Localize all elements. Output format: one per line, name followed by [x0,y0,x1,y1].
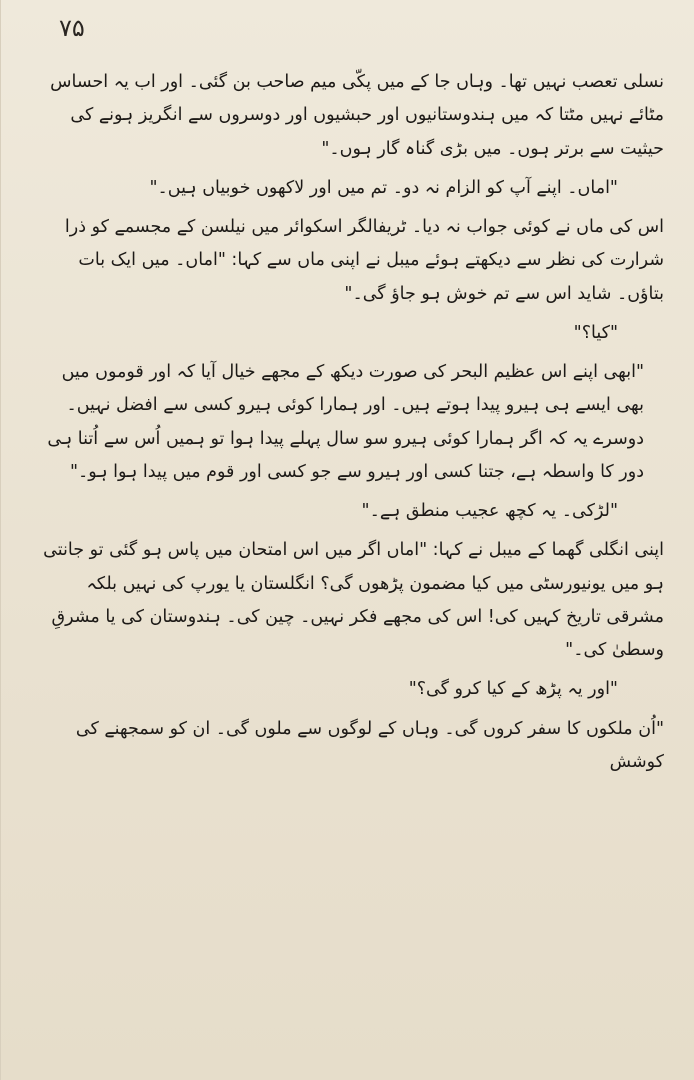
paragraph-4: "کیا؟" [573,322,618,343]
page-number: ۷۵ [59,14,85,42]
paragraph-7: اپنی انگلی گھما کے میبل نے کہا: "اماں اگر میں اس امتحان میں پاس ہو گئی تو جانتی ہو میں یونیورسٹی میں کیا مضمون پڑھوں گی؟ انگلستان یا یورپ کی نہیں بلکہ مشرقی تاریخ کہیں کی! اس کی مجھے فکر نہیں۔ چین کی۔ ہندوستان کی یا مشرقِ وسطیٰ کی۔" [43,540,664,660]
paragraph-9: "اُن ملکوں کا سفر کروں گی۔ وہاں کے لوگوں سے ملوں گی۔ ان کو سمجھنے کی کوشش [75,718,664,772]
paragraph-8: "اور یہ پڑھ کے کیا کرو گی؟" [408,679,618,700]
urdu-text-body [31,66,664,785]
paragraph-5: "ابھی اپنے اس عظیم البحر کی صورت دیکھ کے مجھے خیال آیا کہ اور قوموں میں بھی ایسے ہی ہیرو پیدا ہوتے ہیں۔ اور ہمارا کوئی ہیرو کسی سے افضل نہیں۔ دوسرے یہ کہ اگر ہمارا کوئی ہیرو سو سال پہلے پیدا ہوا تو ہمیں اُس سے اُتنا ہی دور کا واسطہ ہے، جتنا کسی اور ہیرو سے جو کسی اور قوم میں پیدا ہوا ہو۔" [47,362,644,482]
paragraph-3: اس کی ماں نے کوئی جواب نہ دیا۔ ٹریفالگر اسکوائر میں نیلسن کے مجسمے کو ذرا شرارت کی نظر سے دیکھتے ہوئے میبل نے اپنی ماں سے کہا: "اماں۔ میں ایک بات بتاؤں۔ شاید اس سے تم خوش ہو جاؤ گی۔" [64,217,664,304]
paragraph-6: "لڑکی۔ یہ کچھ عجیب منطق ہے۔" [361,501,618,521]
paragraph-2: "اماں۔ اپنے آپ کو الزام نہ دو۔ تم میں اور لاکھوں خوبیاں ہیں۔" [149,177,618,198]
paragraph-1: نسلی تعصب نہیں تھا۔ وہاں جا کے میں پکّی میم صاحب بن گئی۔ اور اب یہ احساس مٹائے نہیں مٹتا کہ میں ہندوستانیوں اور حبشیوں اور دوسروں سے انگریز ہونے کی حیثیت سے برتر ہوں۔ میں بڑی گناہ گار ہوں۔" [50,72,664,159]
